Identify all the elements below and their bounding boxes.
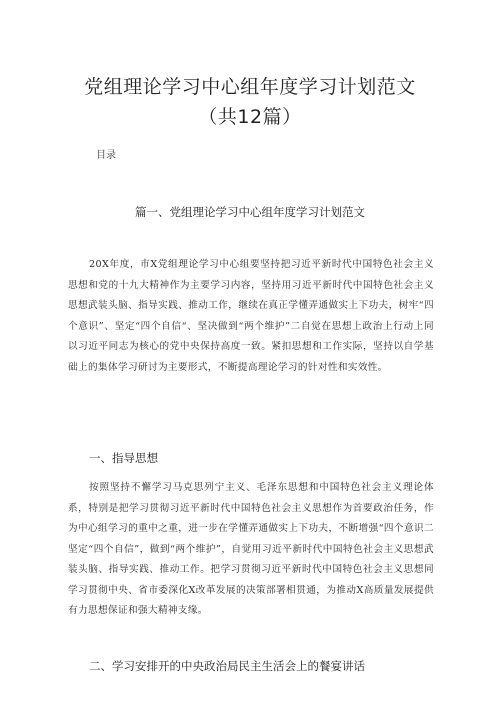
- toc-label: 目录: [96, 150, 116, 161]
- section-heading-guiding-ideology: 一、指导思想: [89, 451, 158, 465]
- chapter-title: 篇一、党组理论学习中心组年度学习计划范文: [135, 205, 365, 219]
- intro-paragraph: 20X年度，市X党组理论学习中心组要坚持把习近平新时代中国特色社会主义思想和党的十九大精神作为主要学习内容，坚持用习近平新时代中国特色社会主义思想武装头脑、指导实践、推动工作，继续在真正学懂弄通做实上下功夫，树牢“四个意识”、坚定“四个自信“、坚决做到“两个维护”二自觉在思想上政治上行动上同以习近平同志为核心的党中央保持高度一致。紧扣思想和工作实际，坚持以自学基础上的集体学习研讨为主要形式，不断提高理论学习的针对性和实效性。: [68, 259, 434, 373]
- document-title: 党组理论学习中心组年度学习计划范文（共12篇）: [84, 76, 416, 128]
- section-heading-study-arrangement: 二、学习安排开的中央政治局民主生活会上的餐宴讲话: [89, 659, 365, 673]
- guiding-ideology-paragraph: 按照坚持不懈学习马克思列宁主义、毛泽东思想和中国特色社会主义理论体系，特别是把学习贯彻习近平新时代中国特色社会主义思想作为首要政治任务，作为中心组学习的重中之重，进一步在学懂弄通做实上下功夫，不断增强“四个意识二坚定“四个自信”，做到“两个维护”，自觉用习近平新时代中国特色社会主义思想武装头脑、指导实践、推动工作。把学习贯彻习近平新时代中国特色社会主义思想同学习贯彻中央、省市委深化X改革发展的决策部署相贯通，为推动X高质量发展提供有力思想保证和强大精神支缘。: [68, 482, 434, 616]
